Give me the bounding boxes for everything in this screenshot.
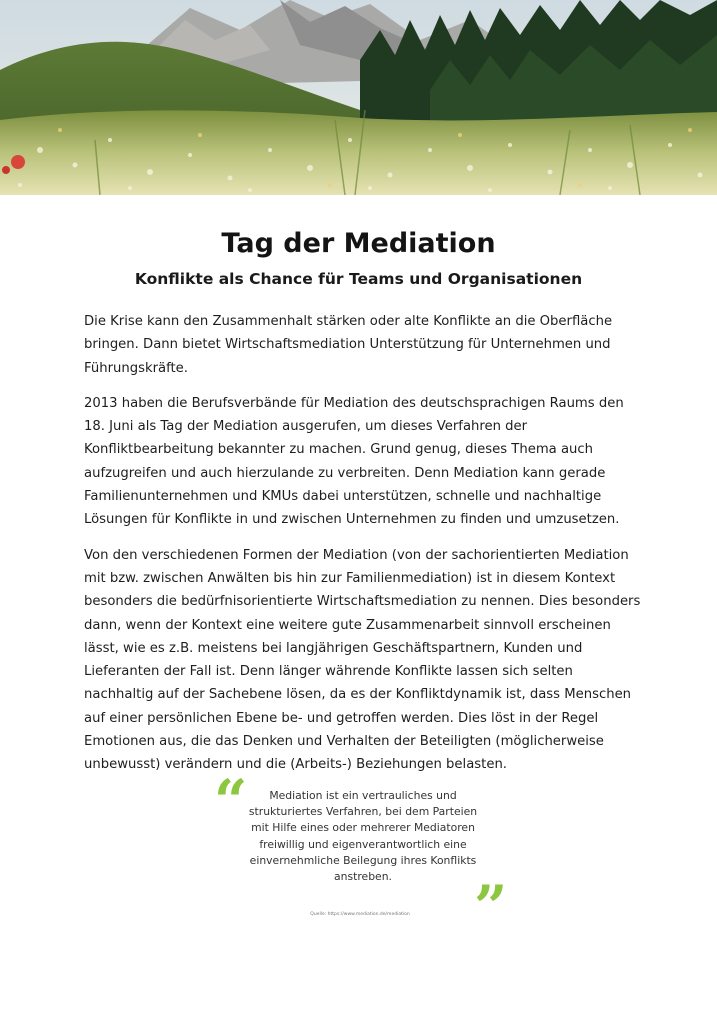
open-quote-icon: “	[214, 767, 248, 835]
hero-image	[0, 0, 717, 195]
paragraph-intro: Die Krise kann den Zusammenhalt stärken oder alte Konflikte an die Oberfläche bringen. Dann bietet Wirtschaftsmediation Unterstützung für Unternehmen und Führungskräfte.	[84, 314, 613, 376]
close-quote-icon: ”	[474, 873, 508, 941]
paragraph-history: 2013 haben die Berufsverbände für Mediation des deutschsprachigen Raums den 18. Juni als Tag der Mediation ausgerufen, um dieses Verfahren der Konfliktbearbeitung bekannter zu machen. Grund genug, dieses Thema auch aufzugreifen und auch hierzulande zu verbreiten. Denn Mediation kann gerade Familienunternehmen und KMUs dabei unterstützen, schnelle und nachhaltige Lösungen für Konflikte in und zwischen Unternehmen zu finden und umzusetzen.	[84, 395, 624, 528]
alpine-meadow-illustration	[0, 0, 717, 195]
page-subtitle: Konflikte als Chance für Teams und Organisationen	[134, 270, 583, 288]
quote-source: Quelle: https://www.mediation.de/mediation	[310, 912, 410, 917]
paragraph-forms: Von den verschiedenen Formen der Mediation (von der sachorientierten Mediation mit bzw. zwischen Anwälten bis hin zur Familienmediation) ist in diesem Kontext besonders die bedürfnisorientierte Wirtschaftsmediation zu nennen. Dies besonders dann, wenn der Kontext eine weitere gute Zusammenarbeit sinnvoll erscheinen lässt, wie es z.B. meistens bei langjährigen Geschäftspartnern, Kunden und Lieferanten der Fall ist. Denn länger währende Konflikte lassen sich selten nachhaltig auf der Sachebene lösen, da es der Konfliktdynamik ist, dass Menschen auf einer persönlichen Ebene be- und getroffen werden. Dies löst in der Regel Emotionen aus, die das Denken und Verhalten der Beteiligten (möglicherweise unbewusst) verändern und die (Arbeits-) Beziehungen belasten.	[84, 547, 641, 773]
quote-text: Mediation ist ein vertrauliches und strukturiertes Verfahren, bei dem Parteien mit Hilfe eines oder mehrerer Mediatoren freiwillig und eigenverantwortlich eine einvernehmliche Beilegung ihres Konflikts anstreben.	[248, 789, 478, 884]
article-body	[84, 310, 644, 789]
page-title: Tag der Mediation	[221, 228, 496, 259]
